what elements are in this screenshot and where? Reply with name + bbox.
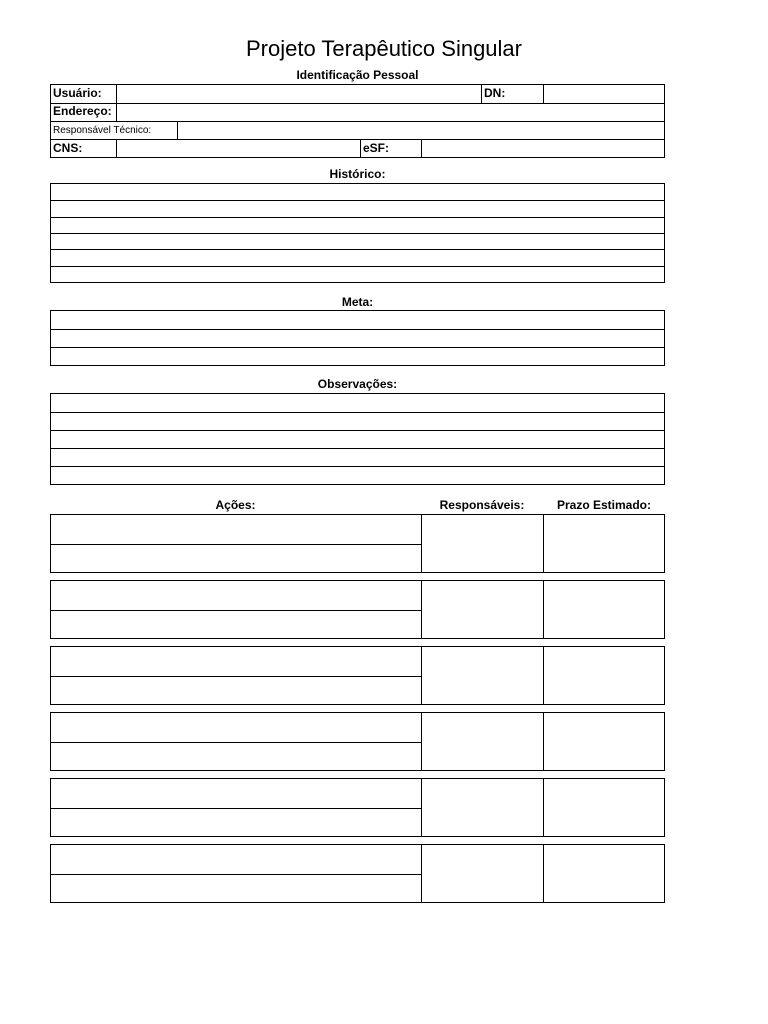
acao-group	[50, 580, 665, 639]
historico-line	[51, 266, 664, 267]
acao-line	[51, 544, 421, 545]
acao-group	[50, 514, 665, 573]
acao-group	[50, 712, 665, 771]
acao-group	[50, 646, 665, 705]
acao-cell[interactable]	[50, 646, 422, 705]
observacoes-line	[51, 448, 664, 449]
responsaveis-heading: Responsáveis:	[439, 498, 525, 512]
prazo-estimado-cell[interactable]	[543, 646, 665, 705]
acao-line	[51, 676, 421, 677]
dn-field[interactable]	[544, 85, 664, 103]
historico-line	[51, 249, 664, 250]
observacoes-line	[51, 412, 664, 413]
prazo-estimado-cell[interactable]	[543, 514, 665, 573]
acao-cell[interactable]	[50, 712, 422, 771]
usuario-label: Usuário:	[53, 86, 102, 100]
observacoes-line	[51, 466, 664, 467]
acao-line	[51, 742, 421, 743]
acao-cell[interactable]	[50, 844, 422, 903]
responsaveis-cell[interactable]	[421, 712, 544, 771]
meta-lines[interactable]	[50, 310, 665, 366]
acao-cell[interactable]	[50, 580, 422, 639]
historico-lines[interactable]	[50, 183, 665, 283]
historico-line	[51, 217, 664, 218]
prazo-estimado-heading: Prazo Estimado:	[556, 498, 652, 512]
usuario-field[interactable]	[117, 85, 481, 103]
historico-line	[51, 233, 664, 234]
acao-line	[51, 610, 421, 611]
prazo-estimado-cell[interactable]	[543, 580, 665, 639]
acao-cell[interactable]	[50, 514, 422, 573]
meta-line	[51, 347, 664, 348]
cns-label: CNS:	[53, 141, 83, 155]
responsaveis-cell[interactable]	[421, 514, 544, 573]
cns-field[interactable]	[117, 139, 360, 157]
acoes-heading: Ações:	[215, 498, 256, 512]
observacoes-line	[51, 430, 664, 431]
observacoes-heading: Observações:	[317, 377, 398, 391]
acao-group	[50, 778, 665, 837]
acao-group	[50, 844, 665, 903]
prazo-estimado-cell[interactable]	[543, 778, 665, 837]
prazo-estimado-cell[interactable]	[543, 844, 665, 903]
responsavel-tecnico-field[interactable]	[178, 121, 664, 139]
endereco-field[interactable]	[117, 103, 664, 121]
meta-heading: Meta:	[341, 295, 374, 309]
endereco-label: Endereço:	[53, 104, 112, 118]
identificacao-table	[50, 84, 665, 158]
acao-line	[51, 874, 421, 875]
responsaveis-cell[interactable]	[421, 580, 544, 639]
esf-field[interactable]	[422, 139, 664, 157]
responsavel-tecnico-label: Responsável Técnico:	[53, 125, 152, 136]
responsaveis-cell[interactable]	[421, 778, 544, 837]
responsaveis-cell[interactable]	[421, 646, 544, 705]
responsaveis-cell[interactable]	[421, 844, 544, 903]
page-title: Projeto Terapêutico Singular	[246, 36, 522, 61]
identificacao-heading: Identificação Pessoal	[296, 68, 419, 82]
dn-label: DN:	[484, 86, 506, 100]
esf-label: eSF:	[363, 141, 390, 155]
prazo-estimado-cell[interactable]	[543, 712, 665, 771]
historico-heading: Histórico:	[329, 167, 386, 181]
acao-line	[51, 808, 421, 809]
observacoes-lines[interactable]	[50, 393, 665, 485]
historico-line	[51, 200, 664, 201]
meta-line	[51, 329, 664, 330]
acao-cell[interactable]	[50, 778, 422, 837]
